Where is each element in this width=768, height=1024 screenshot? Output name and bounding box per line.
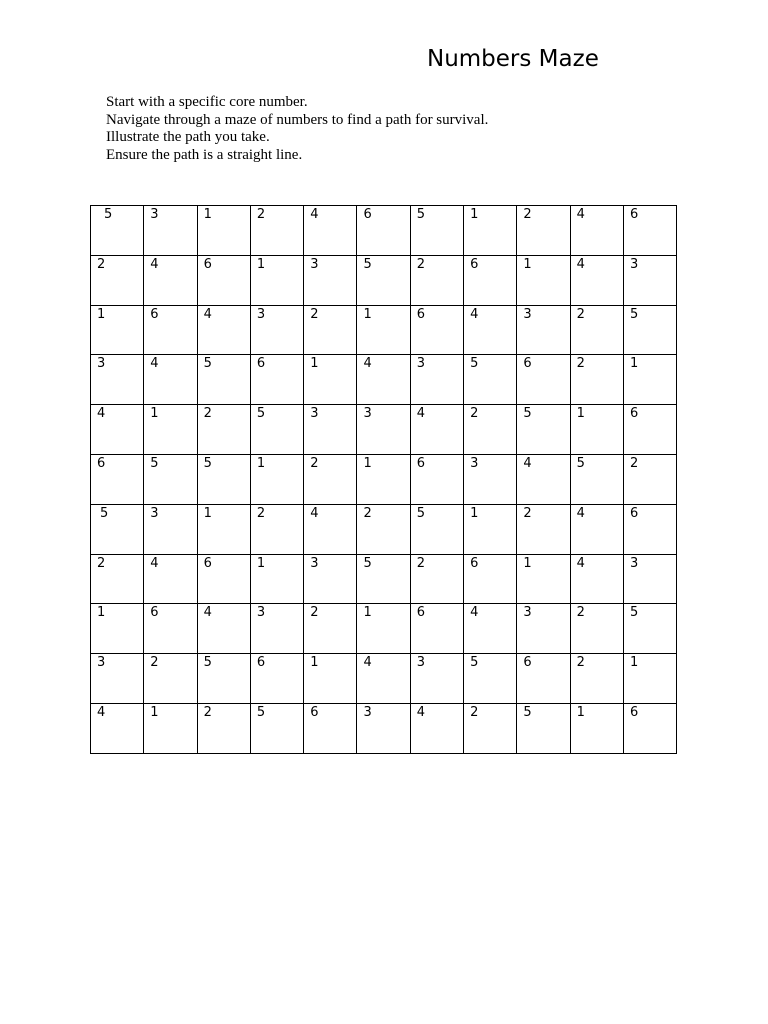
maze-cell	[91, 405, 144, 455]
maze-cell	[357, 554, 410, 604]
maze-cell-number: 4	[470, 605, 479, 621]
maze-cell-number: 4	[470, 306, 479, 322]
maze-cell-number: 4	[576, 256, 585, 272]
maze-cell-number: 3	[150, 207, 159, 222]
maze-cell-number: 1	[523, 256, 532, 272]
maze-cell	[250, 255, 303, 305]
maze-cell-number: 2	[576, 356, 585, 372]
maze-cell-number: 2	[523, 207, 532, 222]
maze-row	[91, 654, 677, 704]
maze-cell	[623, 454, 676, 504]
maze-cell-number: 4	[310, 207, 319, 222]
maze-cell	[517, 355, 570, 405]
maze-cell	[144, 604, 197, 654]
maze-cell	[304, 654, 357, 704]
maze-cell	[144, 454, 197, 504]
maze-cell	[91, 355, 144, 405]
maze-cell-number: 1	[150, 704, 159, 720]
maze-cell	[464, 554, 517, 604]
maze-cell-number: 2	[97, 555, 106, 571]
maze-cell	[570, 255, 623, 305]
maze-row	[91, 255, 677, 305]
maze-cell-number: 1	[629, 356, 639, 372]
maze-cell-number: 3	[363, 704, 372, 720]
maze-cell	[304, 355, 357, 405]
maze-row	[91, 554, 677, 604]
maze-cell-number: 5	[104, 207, 113, 222]
maze-cell	[623, 355, 676, 405]
maze-cell	[357, 255, 410, 305]
maze-cell	[517, 504, 570, 554]
maze-cell	[570, 703, 623, 753]
maze-cell-number: 5	[363, 555, 372, 571]
maze-cell-number: 4	[310, 505, 319, 521]
maze-cell	[144, 305, 197, 355]
maze-cell-number: 5	[203, 455, 212, 471]
maze-cell-number: 2	[256, 207, 266, 222]
maze-cell	[197, 554, 250, 604]
maze-cell	[91, 654, 144, 704]
maze-cell	[623, 206, 676, 256]
maze-cell-number: 3	[310, 406, 319, 422]
maze-cell	[410, 405, 463, 455]
maze-cell-number: 4	[150, 256, 159, 272]
maze-cell	[357, 355, 410, 405]
maze-cell	[464, 206, 517, 256]
maze-cell	[464, 504, 517, 554]
maze-cell	[410, 654, 463, 704]
maze-cell	[91, 604, 144, 654]
maze-cell	[464, 654, 517, 704]
maze-cell	[250, 355, 303, 405]
maze-cell-number: 3	[310, 256, 319, 272]
maze-cell	[304, 305, 357, 355]
maze-cell	[250, 554, 303, 604]
maze-cell-number: 2	[576, 605, 585, 621]
maze-cell	[304, 454, 357, 504]
maze-row	[91, 355, 677, 405]
maze-cell-number: 4	[576, 207, 585, 222]
instruction-line: Ensure the path is a straight line.	[106, 146, 303, 163]
maze-cell	[570, 405, 623, 455]
maze-cell-number: 5	[203, 655, 212, 671]
maze-row	[91, 703, 677, 753]
maze-cell-number: 5	[363, 256, 372, 272]
maze-cell-number: 2	[203, 704, 212, 720]
maze-cell	[250, 604, 303, 654]
maze-cell	[517, 405, 570, 455]
instructions	[106, 94, 488, 164]
maze-cell	[410, 255, 463, 305]
maze-cell-number: 1	[363, 455, 372, 471]
maze-cell-number: 3	[150, 505, 159, 521]
maze-cell-number: 1	[523, 555, 532, 571]
maze-cell-number: 1	[470, 505, 479, 521]
maze-cell	[197, 703, 250, 753]
maze-cell-number: 3	[523, 605, 532, 621]
maze-cell	[570, 604, 623, 654]
maze-cell-number: 1	[310, 655, 319, 671]
maze-cell	[623, 604, 676, 654]
maze-cell-number: 5	[150, 455, 159, 471]
maze-cell	[357, 604, 410, 654]
maze-cell-number: 3	[470, 455, 479, 471]
maze-cell	[250, 206, 303, 256]
maze-cell	[623, 405, 676, 455]
maze-cell	[410, 703, 463, 753]
maze-cell-number: 5	[470, 356, 479, 372]
maze-cell	[623, 305, 676, 355]
maze-cell-number: 4	[203, 306, 212, 322]
maze-cell-number: 2	[203, 406, 212, 422]
maze-cell	[250, 305, 303, 355]
maze-cell-number: 4	[363, 655, 372, 671]
maze-cell-number: 4	[363, 356, 372, 372]
maze-cell-number: 5	[470, 655, 479, 671]
maze-cell-number: 2	[629, 455, 639, 471]
maze-cell	[197, 355, 250, 405]
maze-cell	[623, 504, 676, 554]
maze-cell	[91, 206, 144, 256]
maze-cell	[197, 206, 250, 256]
maze-cell-number: 4	[523, 455, 532, 471]
maze-cell-number: 1	[97, 605, 106, 621]
maze-cell	[197, 255, 250, 305]
maze-row	[91, 305, 677, 355]
maze-cell	[517, 255, 570, 305]
maze-cell	[464, 305, 517, 355]
maze-cell	[517, 654, 570, 704]
maze-cell-number: 1	[310, 356, 319, 372]
maze-cell-number: 1	[256, 256, 266, 272]
maze-cell-number: 1	[576, 406, 585, 422]
maze-cell-number: 3	[97, 356, 106, 372]
maze-cell-number: 2	[416, 555, 426, 571]
maze-cell-number: 3	[310, 555, 319, 571]
maze-cell-number: 1	[150, 406, 159, 422]
maze-cell	[144, 703, 197, 753]
instruction-line: Start with a specific core number.	[106, 94, 308, 110]
maze-cell	[570, 654, 623, 704]
maze-cell	[570, 355, 623, 405]
maze-cell	[91, 703, 144, 753]
maze-cell	[250, 504, 303, 554]
maze-cell-number: 6	[629, 505, 639, 521]
maze-cell-number: 4	[576, 505, 585, 521]
maze-cell	[357, 504, 410, 554]
maze-cell-number: 6	[523, 356, 532, 372]
maze-cell-number: 6	[523, 655, 532, 671]
maze-cell-number: 5	[100, 505, 109, 521]
maze-cell-number: 6	[416, 306, 426, 322]
maze-cell-number: 3	[629, 555, 639, 571]
maze-cell-number: 5	[416, 505, 426, 521]
maze-cell-number: 4	[97, 704, 106, 720]
maze-cell	[144, 654, 197, 704]
maze-cell-number: 6	[470, 256, 479, 272]
maze-cell-number: 6	[150, 306, 159, 322]
maze-cell-number: 2	[310, 306, 319, 322]
maze-cell-number: 4	[97, 406, 106, 422]
maze-cell-number: 5	[629, 306, 639, 322]
maze-cell	[144, 405, 197, 455]
maze-cell-number: 2	[256, 505, 266, 521]
maze-cell-number: 1	[203, 207, 212, 222]
maze-cell	[570, 305, 623, 355]
maze-cell-number: 6	[97, 455, 106, 471]
maze-cell-number: 3	[363, 406, 372, 422]
maze-cell	[623, 255, 676, 305]
maze-cell	[91, 255, 144, 305]
maze-cell-number: 1	[629, 655, 639, 671]
maze-cell-number: 1	[470, 207, 479, 222]
maze-cell-number: 1	[256, 455, 266, 471]
maze-cell	[304, 405, 357, 455]
maze-row	[91, 504, 677, 554]
maze-cell	[144, 504, 197, 554]
page-title: Numbers Maze	[427, 46, 599, 72]
maze-cell	[517, 554, 570, 604]
maze-cell-number: 2	[576, 306, 585, 322]
maze-cell	[410, 604, 463, 654]
maze-cell	[517, 206, 570, 256]
maze-cell	[517, 604, 570, 654]
maze-cell	[357, 405, 410, 455]
maze-cell-number: 6	[256, 655, 266, 671]
maze-cell	[197, 405, 250, 455]
maze-cell-number: 6	[310, 704, 319, 720]
maze-cell	[570, 454, 623, 504]
maze-cell	[91, 554, 144, 604]
maze-cell	[623, 703, 676, 753]
maze-cell-number: 4	[150, 356, 159, 372]
maze-cell	[623, 654, 676, 704]
maze-cell-number: 6	[203, 555, 212, 571]
number-maze-grid	[90, 205, 677, 754]
maze-cell	[570, 504, 623, 554]
maze-cell	[464, 454, 517, 504]
maze-cell	[250, 654, 303, 704]
maze-cell	[250, 703, 303, 753]
maze-cell-number: 3	[523, 306, 532, 322]
maze-cell-number: 2	[416, 256, 426, 272]
maze-cell	[464, 255, 517, 305]
maze-cell	[304, 504, 357, 554]
maze-cell-number: 1	[363, 605, 372, 621]
maze-cell-number: 2	[97, 256, 106, 272]
maze-cell	[410, 554, 463, 604]
maze-cell	[517, 305, 570, 355]
maze-cell	[250, 405, 303, 455]
maze-cell	[304, 206, 357, 256]
maze-cell	[357, 305, 410, 355]
maze-cell	[410, 355, 463, 405]
maze-cell-number: 6	[150, 605, 159, 621]
maze-cell	[91, 454, 144, 504]
maze-cell	[197, 604, 250, 654]
maze-cell-number: 5	[523, 406, 532, 422]
maze-cell	[250, 454, 303, 504]
maze-cell	[91, 305, 144, 355]
maze-cell-number: 2	[310, 455, 319, 471]
maze-cell	[91, 504, 144, 554]
maze-cell	[357, 703, 410, 753]
maze-cell-number: 5	[523, 704, 532, 720]
maze-cell	[304, 554, 357, 604]
maze-cell-number: 5	[203, 356, 212, 372]
maze-cell	[623, 554, 676, 604]
maze-cell	[464, 405, 517, 455]
maze-cell-number: 6	[416, 605, 426, 621]
maze-cell-number: 5	[416, 207, 426, 222]
maze-cell-number: 4	[416, 406, 426, 422]
maze-cell-number: 3	[256, 306, 266, 322]
maze-cell	[410, 454, 463, 504]
maze-cell-number: 5	[576, 455, 585, 471]
maze-cell-number: 4	[150, 555, 159, 571]
maze-cell	[357, 654, 410, 704]
maze-cell	[144, 554, 197, 604]
maze-row	[91, 206, 677, 256]
maze-cell	[570, 554, 623, 604]
maze-cell-number: 4	[203, 605, 212, 621]
maze-cell	[144, 355, 197, 405]
maze-cell-number: 2	[576, 655, 585, 671]
maze-cell-number: 2	[470, 406, 479, 422]
maze-cell	[357, 454, 410, 504]
maze-cell-number: 1	[363, 306, 372, 322]
maze-cell-number: 2	[363, 505, 372, 521]
maze-cell	[464, 355, 517, 405]
maze-cell	[410, 504, 463, 554]
maze-cell	[357, 206, 410, 256]
maze-cell	[464, 604, 517, 654]
maze-cell-number: 2	[310, 605, 319, 621]
maze-cell-number: 6	[363, 207, 372, 222]
maze-cell-number: 1	[256, 555, 266, 571]
maze-cell-number: 1	[97, 306, 106, 322]
maze-cell-number: 6	[629, 406, 639, 422]
maze-cell	[410, 305, 463, 355]
maze-cell	[197, 305, 250, 355]
maze-row	[91, 604, 677, 654]
maze-cell	[304, 703, 357, 753]
instruction-line: Illustrate the path you take.	[106, 129, 270, 145]
maze-cell	[144, 255, 197, 305]
maze-row	[91, 454, 677, 504]
maze-cell-number: 6	[629, 704, 639, 720]
maze-cell-number: 2	[523, 505, 532, 521]
maze-cell-number: 5	[629, 605, 639, 621]
maze-cell	[304, 255, 357, 305]
maze-cell	[570, 206, 623, 256]
maze-cell-number: 4	[576, 555, 585, 571]
maze-cell-number: 5	[256, 406, 266, 422]
maze-cell-number: 3	[97, 655, 106, 671]
maze-cell-number: 6	[470, 555, 479, 571]
maze-cell-number: 3	[416, 655, 426, 671]
maze-cell	[517, 703, 570, 753]
maze-cell-number: 6	[629, 207, 639, 222]
maze-cell	[517, 454, 570, 504]
maze-cell-number: 6	[203, 256, 212, 272]
maze-cell-number: 3	[416, 356, 426, 372]
maze-cell-number: 1	[203, 505, 212, 521]
maze-cell-number: 2	[150, 655, 159, 671]
maze-cell	[304, 604, 357, 654]
maze-row	[91, 405, 677, 455]
maze-cell-number: 6	[256, 356, 266, 372]
maze-cell-number: 2	[470, 704, 479, 720]
maze-cell	[464, 703, 517, 753]
maze-cell-number: 1	[576, 704, 585, 720]
maze-cell	[197, 504, 250, 554]
instruction-line: Navigate through a maze of numbers to find a path for survival.	[106, 111, 489, 128]
maze-cell-number: 3	[629, 256, 639, 272]
maze-cell-number: 6	[416, 455, 426, 471]
maze-cell-number: 4	[416, 704, 426, 720]
maze-cell-number: 3	[256, 605, 266, 621]
maze-cell-number: 5	[256, 704, 266, 720]
maze-cell	[197, 654, 250, 704]
maze-cell	[144, 206, 197, 256]
maze-cell	[410, 206, 463, 256]
maze-cell	[197, 454, 250, 504]
